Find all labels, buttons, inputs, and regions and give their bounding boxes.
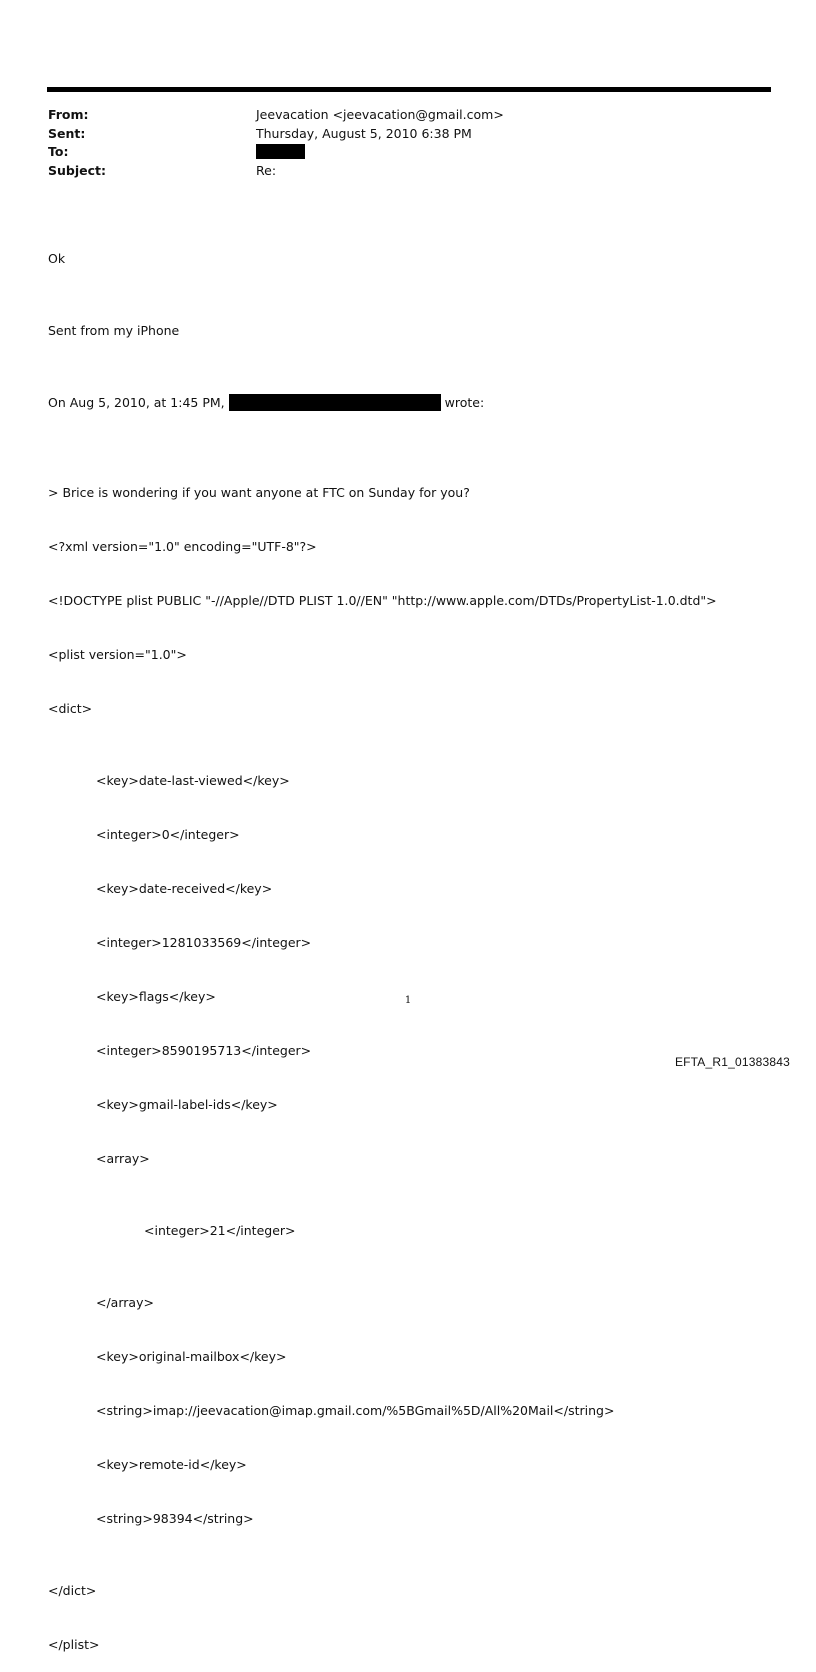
plist-close: </plist>	[48, 1637, 100, 1652]
from-row	[48, 106, 768, 125]
plist-entry: </array>	[96, 1295, 154, 1310]
plist-entry: <key>flags</key>	[96, 989, 216, 1004]
reply-text: Ok	[48, 251, 66, 266]
quote-suffix: wrote:	[444, 395, 485, 410]
doctype-line: <!DOCTYPE plist PUBLIC "-//Apple//DTD PLIST 1.0//EN" "http://www.apple.com/DTDs/PropertyList-1.0.dtd">	[48, 593, 717, 608]
redaction-box	[229, 394, 441, 411]
plist-entry: <key>original-mailbox</key>	[96, 1349, 287, 1364]
plist-entry: <key>date-received</key>	[96, 881, 273, 896]
sent-row	[48, 125, 768, 144]
from-label: From:	[48, 107, 89, 122]
plist-entry: <key>remote-id</key>	[96, 1457, 247, 1472]
sent-label: Sent:	[48, 125, 86, 141]
quote-attribution	[48, 394, 788, 412]
email-header	[48, 106, 768, 180]
email-body	[48, 214, 788, 1672]
quote-prefix: On Aug 5, 2010, at 1:45 PM,	[48, 395, 225, 410]
redaction-box	[256, 144, 305, 159]
plist-entry: <integer>8590195713</integer>	[96, 1043, 312, 1058]
plist-entry: <integer>1281033569</integer>	[96, 935, 312, 950]
sent-value: Thursday, August 5, 2010 6:38 PM	[256, 125, 472, 141]
xml-declaration: <?xml version="1.0" encoding="UTF-8"?>	[48, 539, 317, 554]
to-row	[48, 143, 768, 162]
plist-entry: <string>imap://jeevacation@imap.gmail.com/%5BGmail%5D/All%20Mail</string>	[96, 1403, 615, 1418]
from-value: Jeevacation <jeevacation@gmail.com>	[256, 107, 504, 122]
plist-entry: <string>98394</string>	[96, 1511, 254, 1526]
quoted-line: > Brice is wondering if you want anyone at FTC on Sunday for you?	[48, 485, 470, 500]
plist-open: <plist version="1.0">	[48, 647, 187, 662]
plist-entry: <array>	[96, 1151, 150, 1166]
signature-text: Sent from my iPhone	[48, 323, 180, 338]
subject-label: Subject:	[48, 162, 106, 178]
plist-entry: <key>date-last-viewed</key>	[96, 773, 290, 788]
array-item: <integer>21</integer>	[144, 1223, 296, 1238]
page-number: 1	[404, 995, 412, 1006]
to-value	[256, 143, 305, 161]
header-divider	[47, 87, 771, 92]
to-label: To:	[48, 144, 69, 159]
dict-close: </dict>	[48, 1583, 97, 1598]
plist-entry: <integer>0</integer>	[96, 827, 240, 842]
dict-open: <dict>	[48, 701, 93, 716]
bates-number: EFTA_R1_01383843	[674, 1055, 790, 1069]
subject-value: Re:	[256, 162, 277, 178]
subject-row	[48, 162, 768, 181]
plist-entry: <key>gmail-label-ids</key>	[96, 1097, 278, 1112]
